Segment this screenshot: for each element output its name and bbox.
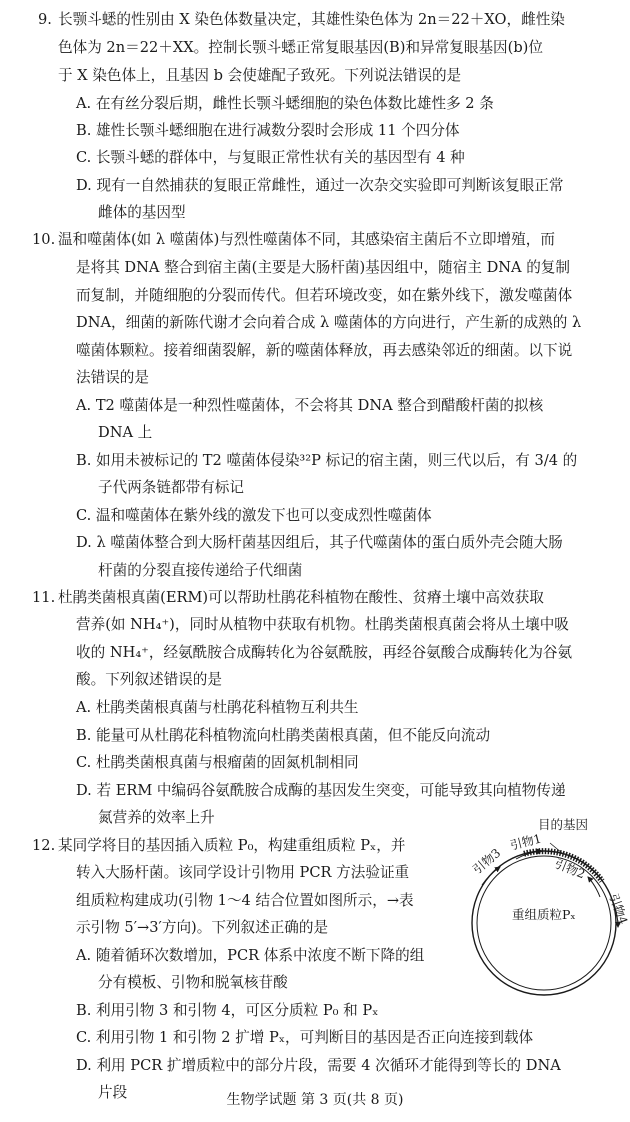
question-stem-line: 于 X 染色体上，且基因 b 会使雄配子致死。下列说法错误的是 [58,67,462,84]
option-d-continued: 片段 [98,1084,128,1101]
option-b-continued: 子代两条链都带有标记 [98,479,244,496]
option-d-continued: 氮营养的效率上升 [98,809,215,826]
question-stem-line: DNA，细菌的新陈代谢才会向着合成 λ 噬菌体的方向进行，产生新的成熟的 λ [76,314,582,331]
option-d: D. 现有一自然捕获的复眼正常雌性，通过一次杂交实验即可判断该复眼正常 [76,177,564,194]
question-stem-line: 营养(如 NH₄⁺)，同时从植物中获取有机物。杜鹃类菌根真菌会将从土壤中吸 [76,616,569,633]
option-d: D. 利用 PCR 扩增质粒中的部分片段，需要 4 次循环才能得到等长的 DNA [76,1057,561,1074]
question-stem-line: 而复制，并随细胞的分裂而传代。但若环境改变，如在紫外线下，激发噬菌体 [76,287,573,304]
option-c: C. 杜鹃类菌根真菌与根瘤菌的固氮机制相同 [76,754,359,771]
option-b: B. 利用引物 3 和引物 4，可区分质粒 P₀ 和 Pₓ [76,1002,379,1019]
question-stem-line: 温和噬菌体(如 λ 噬菌体)与烈性噬菌体不同，其感染宿主菌后不立即增殖，而 [58,231,555,248]
option-d: D. 若 ERM 中编码谷氨酰胺合成酶的基因发生突变，可能导致其向植物传递 [76,782,566,799]
option-d: D. λ 噬菌体整合到大肠杆菌基因组后，其子代噬菌体的蛋白质外壳会随大肠 [76,534,563,551]
question-stem-line: 酸。下列叙述错误的是 [76,671,222,688]
option-c: C. 长颚斗蟋的群体中，与复眼正常性状有关的基因型有 4 种 [76,149,465,166]
option-b: B. 如用未被标记的 T2 噬菌体侵染³²P 标记的宿主菌，则三代以后，有 3/4 的 [76,452,578,469]
plasmid-label: 重组质粒Pₓ [512,907,576,922]
plasmid-diagram [462,815,630,1010]
question-stem-line: 某同学将目的基因插入质粒 P₀，构建重组质粒 Pₓ，并 [58,837,406,854]
option-a: A. T2 噬菌体是一种烈性噬菌体，不会将其 DNA 整合到醋酸杆菌的拟核 [76,397,544,414]
option-b: B. 能量可从杜鹃花科植物流向杜鹃类菌根真菌，但不能反向流动 [76,727,491,744]
question-stem-line: 杜鹃类菌根真菌(ERM)可以帮助杜鹃花科植物在酸性、贫瘠土壤中高效获取 [58,589,544,606]
option-d-continued: 杆菌的分裂直接传递给子代细菌 [98,562,303,579]
primer1-label: 引物1 [508,831,543,853]
page-footer: 生物学试题 第 3 页(共 8 页) [226,1092,404,1108]
question-stem-line: 法错误的是 [76,369,149,386]
option-a: A. 随着循环次数增加，PCR 体系中浓度不断下降的组 [76,947,425,964]
option-c: C. 温和噬菌体在紫外线的激发下也可以变成烈性噬菌体 [76,507,432,524]
option-a-continued: 分有模板、引物和脱氧核苷酸 [98,974,288,991]
primer2-label: 引物2 [552,856,588,882]
question-stem-line: 转入大肠杆菌。该同学设计引物用 PCR 方法验证重 [76,864,410,881]
option-a-continued: DNA 上 [98,424,153,441]
option-a: A. 在有丝分裂后期，雌性长颚斗蟋细胞的染色体数比雄性多 2 条 [76,95,494,112]
question-stem-line: 色体为 2n＝22＋XX。控制长颚斗蟋正常复眼基因(B)和异常复眼基因(b)位 [58,39,543,56]
question-number: 12. [32,837,56,854]
option-b: B. 雄性长颚斗蟋细胞在进行减数分裂时会形成 11 个四分体 [76,122,460,139]
question-stem-line: 是将其 DNA 整合到宿主菌(主要是大肠杆菌)基因组中，随宿主 DNA 的复制 [76,259,570,276]
question-stem-line: 组质粒构建成功(引物 1～4 结合位置如图所示，→表 [76,892,414,909]
option-a: A. 杜鹃类菌根真菌与杜鹃花科植物互利共生 [76,699,359,716]
option-c: C. 利用引物 1 和引物 2 扩增 Pₓ，可判断目的基因是否正向连接到载体 [76,1029,534,1046]
question-stem-line: 噬菌体颗粒。接着细菌裂解，新的噬菌体释放，再去感染邻近的细菌。以下说 [76,342,573,359]
plasmid-ring-inner [477,856,611,990]
target-gene-label: 目的基因 [538,817,589,832]
question-stem-line: 长颚斗蟋的性别由 X 染色体数量决定，其雄性染色体为 2n＝22＋XO，雌性染 [58,11,565,28]
primer4-label: 引物4 [606,891,630,927]
question-number: 10. [32,231,56,248]
question-number: 11. [32,589,56,606]
question-stem-line: 示引物 5′→3′方向)。下列叙述正确的是 [76,919,329,936]
primer3-label: 引物3 [470,845,504,877]
question-stem-line: 收的 NH₄⁺，经氨酰胺合成酶转化为谷氨酰胺，再经谷氨酸合成酶转化为谷氨 [76,644,573,661]
option-d-continued: 雌体的基因型 [98,204,186,221]
question-number: 9. [38,11,52,28]
